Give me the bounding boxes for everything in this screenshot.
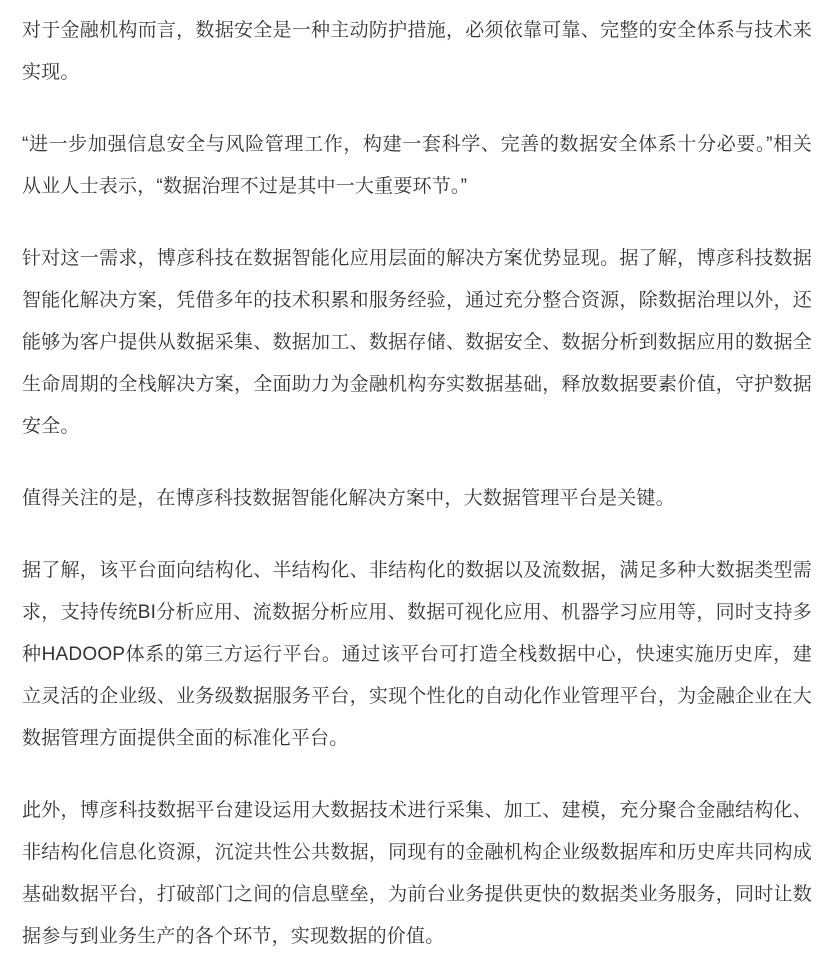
paragraph-beyondsoft-solution: 针对这一需求，博彦科技在数据智能化应用层面的解决方案优势显现。据了解，博彦科技数据智能化解决方案，凭借多年的技术积累和服务经验，通过充分整合资源，除数据治理以外，还能够为客户提供从数据采集、数据加工、数据存储、数据安全、数据分析到数据应用的数据全生命周期的全栈解决方案，全面助力为金融机构夯实数据基础，释放数据要素价值，守护数据安全。 — [22, 248, 812, 437]
paragraph-platform-construction: 此外，博彦科技数据平台建设运用大数据技术进行采集、加工、建模，充分聚合金融结构化、非结构化信息化资源，沉淀共性公共数据，同现有的金融机构企业级数据库和历史库共同构成基础数据平台，打破部门之间的信息壁垒，为前台业务提供更快的数据类业务服务，同时让数据参与到业务生产的各个环节，实现数据的价值。 — [22, 800, 812, 947]
paragraph-bigdata-platform-key: 值得关注的是，在博彦科技数据智能化解决方案中，大数据管理平台是关键。 — [22, 488, 675, 509]
paragraph-industry-quote: “进一步加强信息安全与风险管理工作，构建一套科学、完善的数据安全体系十分必要。”相关从业人士表示，“数据治理不过是其中一大重要环节。” — [22, 134, 812, 197]
paragraph-platform-capabilities: 据了解，该平台面向结构化、半结构化、非结构化的数据以及流数据，满足多种大数据类型需求，支持传统BI分析应用、流数据分析应用、数据可视化应用、机器学习应用等，同时支持多种HADOOP体系的第三方运行平台。通过该平台可打造全栈数据中心，快速实施历史库，建立灵活的企业级、业务级数据服务平台，实现个性化的自动化作业管理平台，为金融企业在大数据管理方面提供全面的标准化平台。 — [22, 560, 812, 749]
paragraph-intro-data-security: 对于金融机构而言，数据安全是一种主动防护措施，必须依靠可靠、完整的安全体系与技术来实现。 — [22, 20, 812, 83]
